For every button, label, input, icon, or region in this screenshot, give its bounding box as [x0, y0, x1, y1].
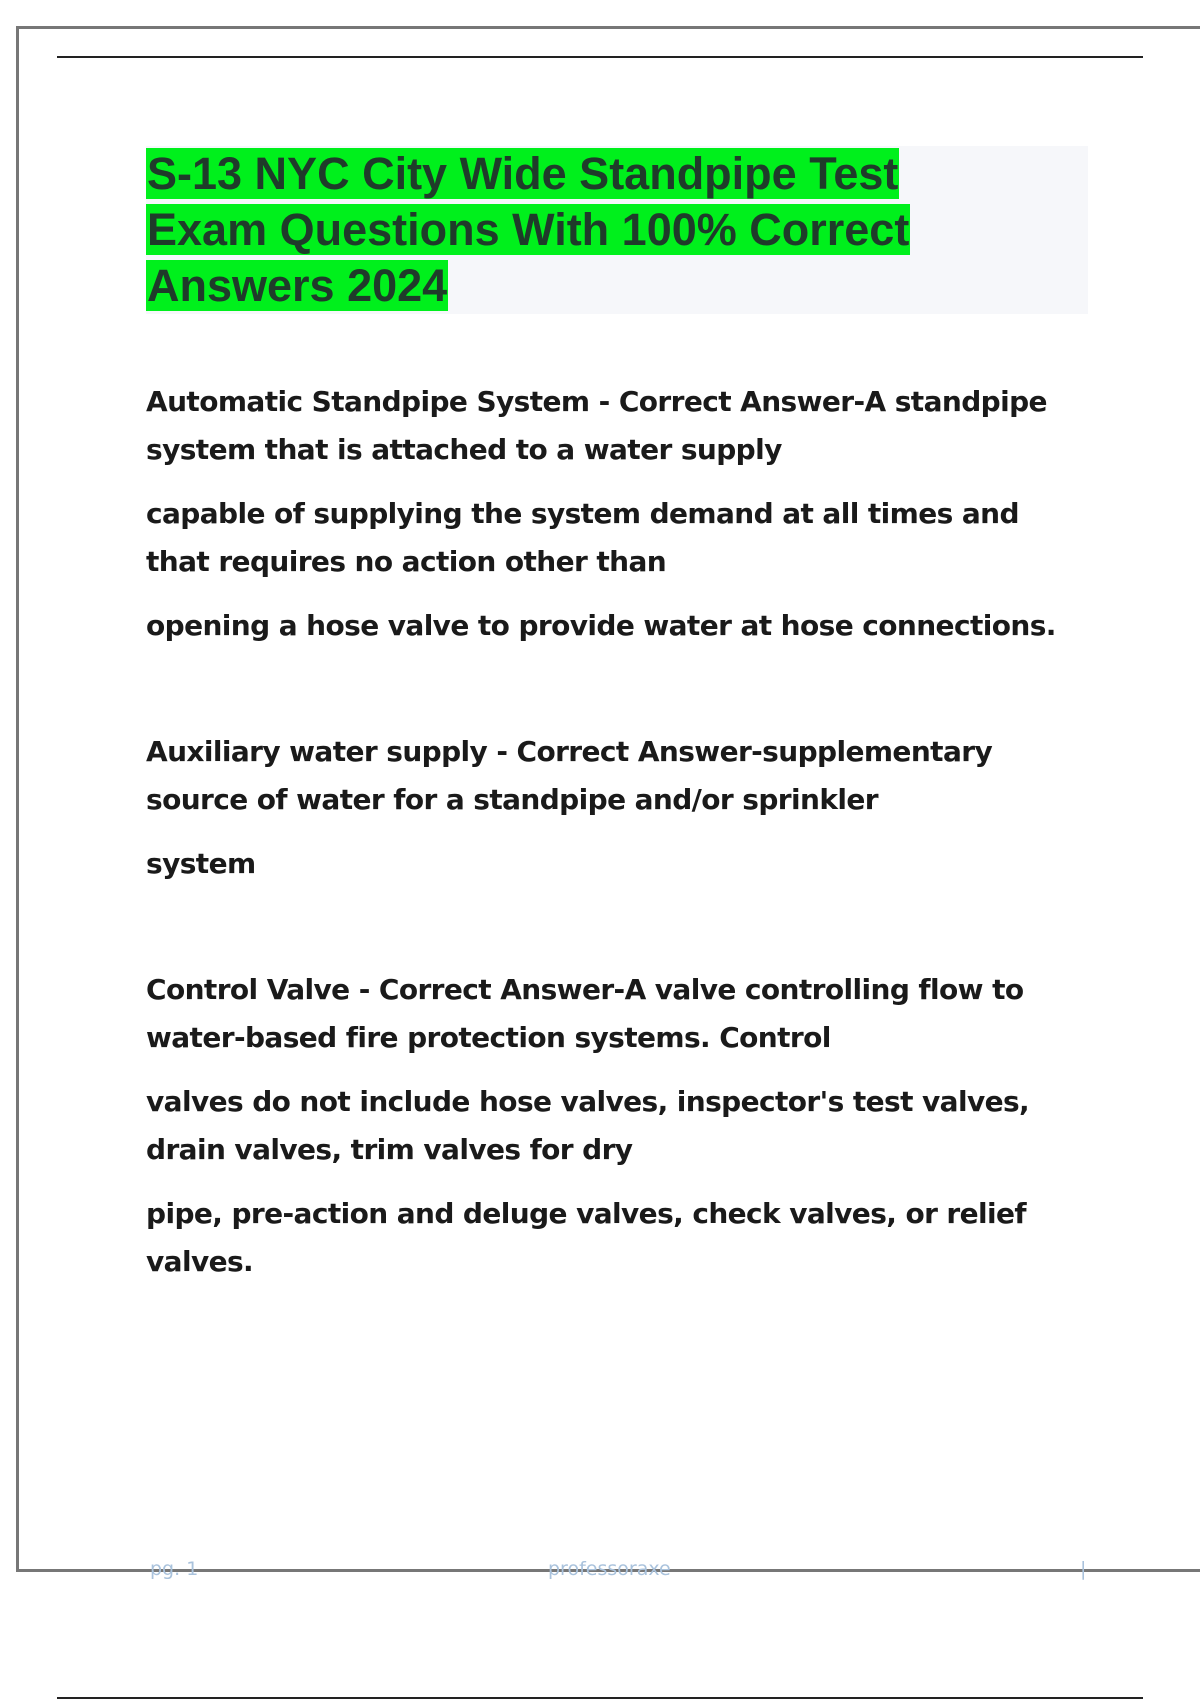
- document-title: [146, 146, 966, 314]
- entry-paragraph: Control Valve - Correct Answer-A valve controlling flow to water-based fire protection systems. Control: [146, 973, 1024, 1054]
- footer-author: professoraxe: [548, 1558, 671, 1580]
- entry-control-valve: [146, 966, 1086, 1286]
- entry-paragraph: valves do not include hose valves, inspector's test valves, drain valves, trim valves for dry: [146, 1085, 1030, 1166]
- entry-paragraph: Automatic Standpipe System - Correct Answer-A standpipe system that is attached to a water supply: [146, 385, 1047, 466]
- entry-paragraph: opening a hose valve to provide water at hose connections.: [146, 609, 1056, 642]
- bottom-rule: [57, 1697, 1143, 1699]
- entry-paragraph: capable of supplying the system demand at all times and that requires no action other than: [146, 497, 1019, 578]
- entry-paragraph: Auxiliary water supply - Correct Answer-supplementary source of water for a standpipe and/or sprinkler: [146, 735, 993, 816]
- entry-paragraph: pipe, pre-action and deluge valves, check valves, or relief valves.: [146, 1197, 1027, 1278]
- title-box: [146, 146, 1088, 314]
- footer-page-number: pg. 1: [150, 1558, 199, 1580]
- page-footer: [0, 1558, 1200, 1586]
- title-highlight: S-13 NYC City Wide Standpipe Test Exam Questions With 100% Correct Answers 2024: [147, 148, 910, 311]
- entry-paragraph: system: [146, 847, 256, 880]
- header-rule: [57, 56, 1143, 58]
- document-body: [146, 378, 1086, 1364]
- entry-auxiliary-water-supply: [146, 728, 1086, 888]
- entry-automatic-standpipe-system: [146, 378, 1086, 650]
- footer-separator: |: [1080, 1558, 1087, 1580]
